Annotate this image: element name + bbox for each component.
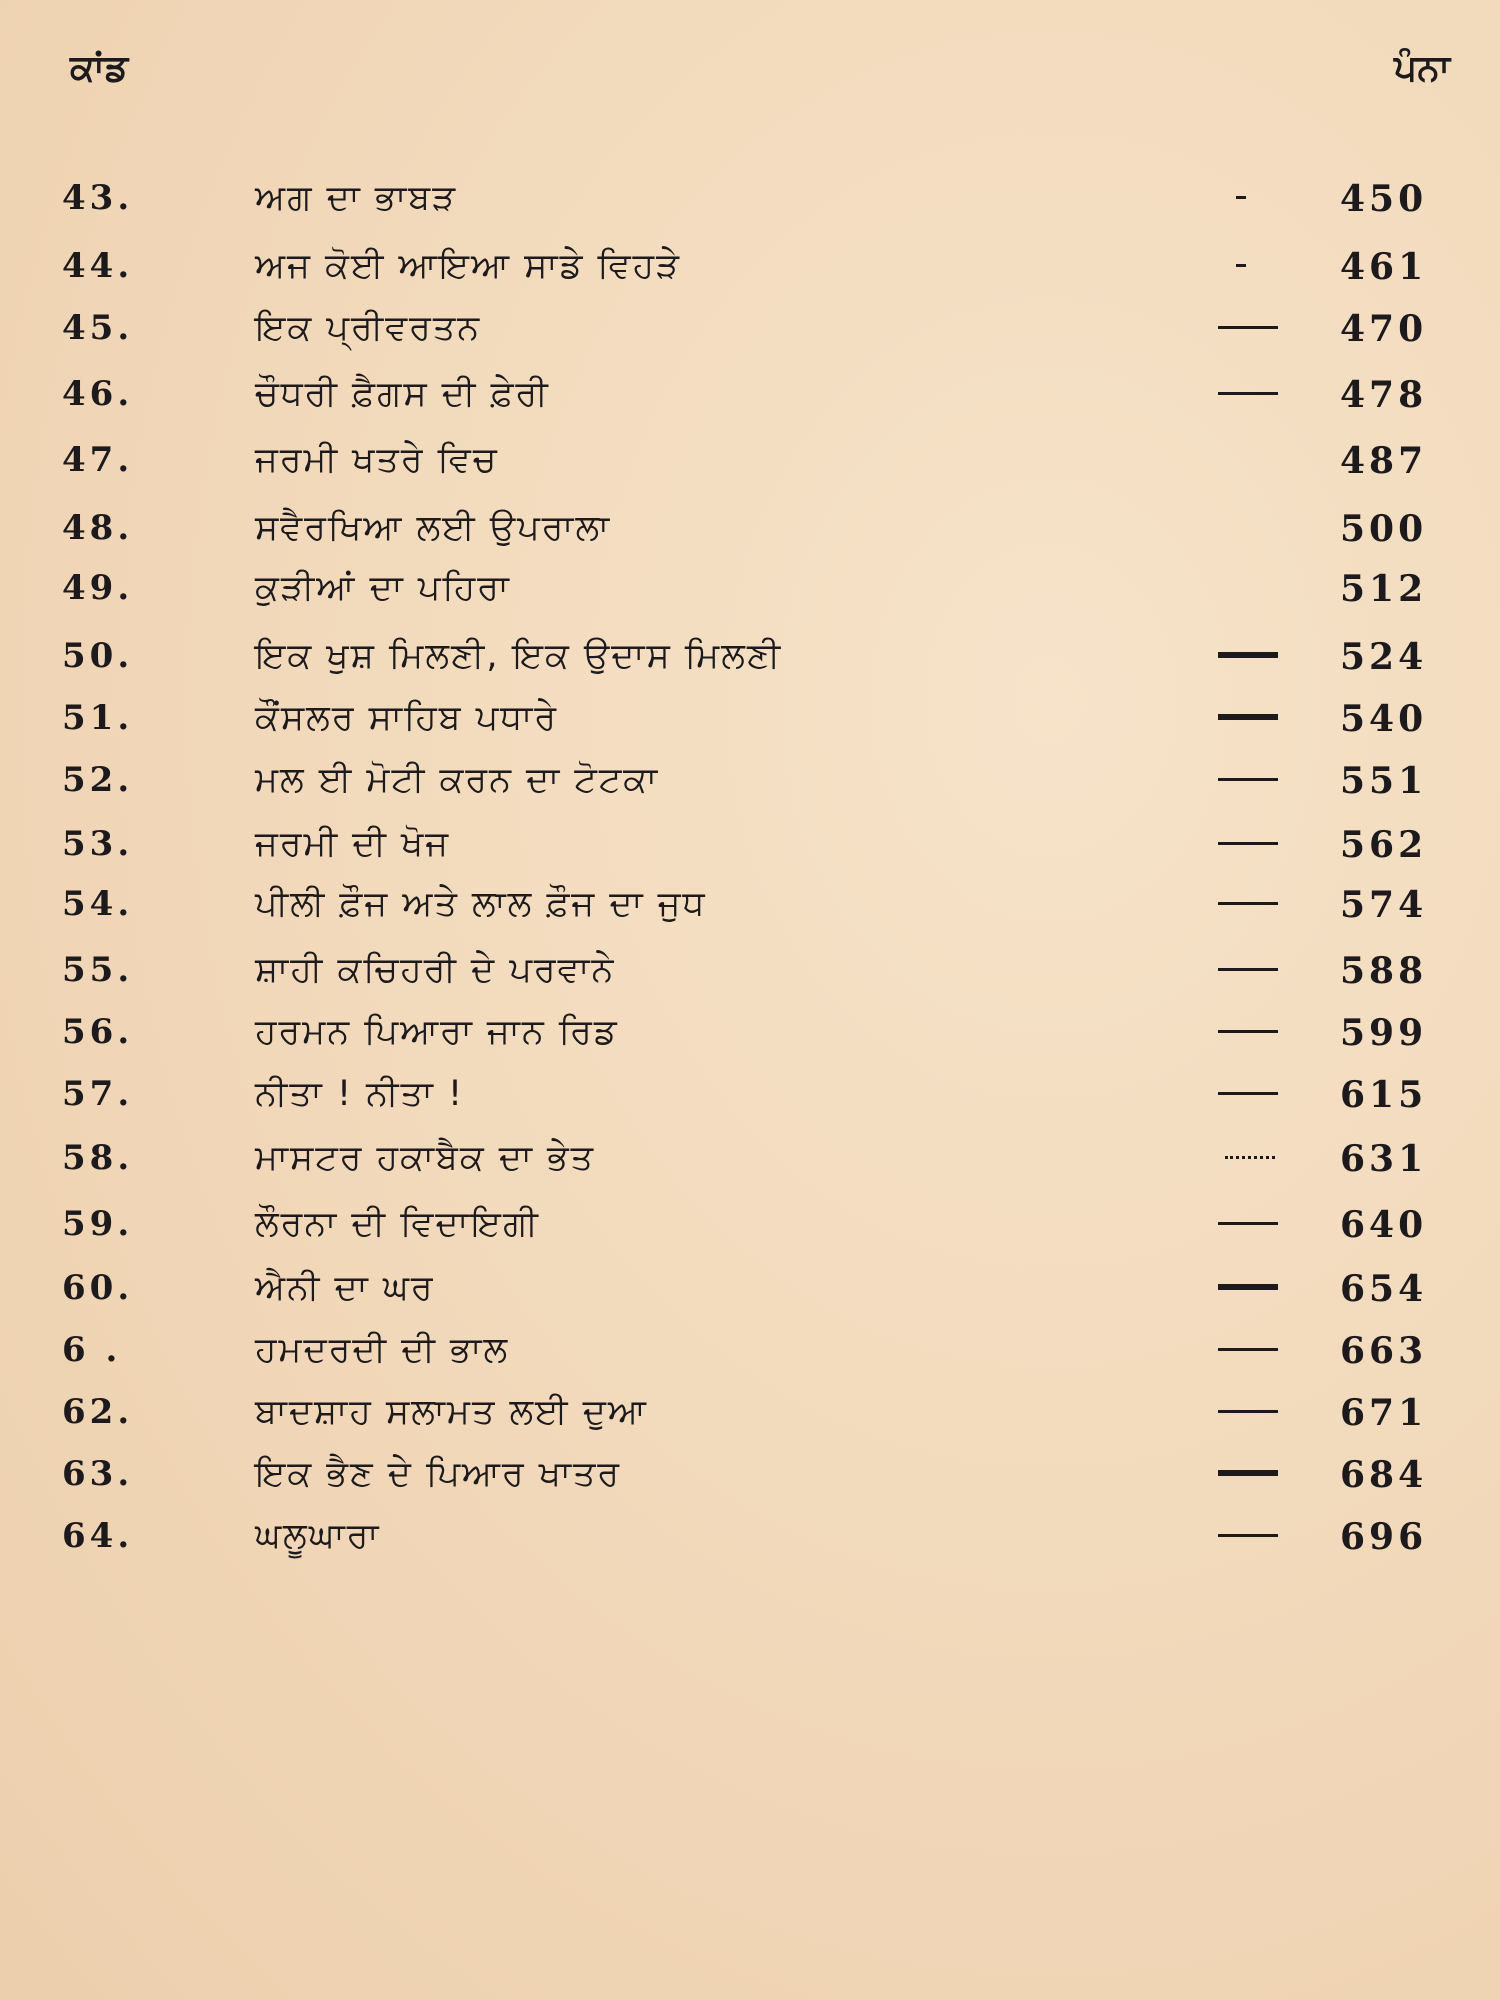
chapter-number: 51.: [62, 698, 134, 738]
leader-dash: [1218, 714, 1278, 720]
chapter-number: 57.: [62, 1074, 134, 1114]
page-number: 551: [1340, 760, 1428, 802]
chapter-title: ਨੀਤਾ ! ਨੀਤਾ !: [255, 1074, 465, 1114]
leader-dash: [1218, 968, 1278, 971]
chapter-number: 62.: [62, 1392, 134, 1432]
page-number: 654: [1340, 1268, 1428, 1310]
chapter-number: 6 .: [62, 1330, 122, 1370]
chapter-number: 43.: [62, 178, 134, 218]
page-number: 524: [1340, 636, 1428, 678]
leader-dash: [1236, 196, 1246, 199]
chapter-number: 64.: [62, 1516, 134, 1556]
toc-entry: [0, 1516, 1500, 1596]
chapter-title: ਐਨੀ ਦਾ ਘਰ: [255, 1268, 435, 1308]
chapter-title: ਬਾਦਸ਼ਾਹ ਸਲਾਮਤ ਲਈ ਦੁਆ: [255, 1392, 649, 1432]
chapter-number: 59.: [62, 1204, 134, 1244]
page-number: 470: [1340, 308, 1428, 350]
page-number: 671: [1340, 1392, 1428, 1434]
page-number: 684: [1340, 1454, 1428, 1496]
chapter-title: ਇਕ ਭੈਣ ਦੇ ਪਿਆਰ ਖਾਤਰ: [255, 1454, 622, 1494]
chapter-number: 60.: [62, 1268, 134, 1308]
leader-dash: [1236, 264, 1246, 267]
leader-dash: [1218, 1222, 1278, 1225]
chapter-number: 50.: [62, 636, 134, 676]
leader-dash: [1218, 1092, 1278, 1095]
leader-dash: [1218, 1348, 1278, 1351]
page-number: 588: [1340, 950, 1428, 992]
page-number: 512: [1340, 568, 1428, 610]
page-number: 562: [1340, 824, 1428, 866]
page-number: 696: [1340, 1516, 1428, 1558]
leader-dash: [1218, 1030, 1278, 1033]
chapter-title: ਅਜ ਕੋਈ ਆਇਆ ਸਾਡੇ ਵਿਹੜੇ: [255, 246, 681, 286]
chapter-title: ਲੌਰਨਾ ਦੀ ਵਿਦਾਇਗੀ: [255, 1204, 540, 1244]
page-number: 461: [1340, 246, 1428, 288]
chapter-number: 54.: [62, 884, 134, 924]
chapter-title: ਕੌਂਸਲਰ ਸਾਹਿਬ ਪਧਾਰੇ: [255, 698, 559, 738]
leader-dash: [1218, 1470, 1278, 1476]
leader-dash: [1218, 902, 1278, 905]
chapter-number: 52.: [62, 760, 134, 800]
leader-dash: [1218, 842, 1278, 845]
chapter-title: ਅਗ ਦਾ ਭਾਬੜ: [255, 178, 458, 218]
page-number: 574: [1340, 884, 1428, 926]
chapter-title: ਇਕ ਖੁਸ਼ ਮਿਲਣੀ, ਇਕ ਉਦਾਸ ਮਿਲਣੀ: [255, 636, 783, 676]
chapter-title: ਕੁੜੀਆਂ ਦਾ ਪਹਿਰਾ: [255, 568, 511, 608]
chapter-title: ਹਮਦਰਦੀ ਦੀ ਭਾਲ: [255, 1330, 510, 1370]
leader-dash: [1218, 1284, 1278, 1290]
leader-dash: [1218, 392, 1278, 395]
page-number: 450: [1340, 178, 1428, 220]
chapter-title: ਸਵੈਰਖਿਆ ਲਈ ਉਪਰਾਲਾ: [255, 508, 612, 548]
chapter-number: 44.: [62, 246, 134, 286]
chapter-title: ਚੌਧਰੀ ਫ਼ੈਗਸ ਦੀ ਫ਼ੇਰੀ: [255, 374, 550, 414]
toc-header: [0, 40, 1500, 100]
chapter-title: ਜਰਮੀ ਖਤਰੇ ਵਿਚ: [255, 440, 499, 480]
chapter-number: 56.: [62, 1012, 134, 1052]
leader-dash: [1218, 326, 1278, 329]
chapter-number: 58.: [62, 1138, 134, 1178]
chapter-title: ਪੀਲੀ ਫ਼ੌਜ ਅਤੇ ਲਾਲ ਫ਼ੌਜ ਦਾ ਜੁਧ: [255, 884, 707, 924]
page-number: 663: [1340, 1330, 1428, 1372]
chapter-title: ਇਕ ਪ੍ਰੀਵਰਤਨ: [255, 308, 482, 348]
page-number: 631: [1340, 1138, 1428, 1180]
chapter-title: ਹਰਮਨ ਪਿਆਰਾ ਜਾਨ ਰਿਡ: [255, 1012, 619, 1052]
leader-dash: [1218, 1410, 1278, 1413]
chapter-number: 48.: [62, 508, 134, 548]
chapter-title: ਘਲੂਘਾਰਾ: [255, 1516, 381, 1556]
chapter-number: 53.: [62, 824, 134, 864]
page-number: 615: [1340, 1074, 1428, 1116]
chapter-column-heading: ਕਾਂਡ: [70, 48, 129, 89]
page-number: 640: [1340, 1204, 1428, 1246]
leader-dash: [1218, 778, 1278, 781]
chapter-number: 49.: [62, 568, 134, 608]
chapter-number: 47.: [62, 440, 134, 480]
leader-dash: [1218, 1534, 1278, 1537]
chapter-number: 45.: [62, 308, 134, 348]
chapter-title: ਮਲ ਈ ਮੋਟੀ ਕਰਨ ਦਾ ਟੋਟਕਾ: [255, 760, 660, 800]
page-number: 487: [1340, 440, 1428, 482]
page-number: 478: [1340, 374, 1428, 416]
page-column-heading: ਪੰਨਾ: [1393, 48, 1450, 89]
page-number: 540: [1340, 698, 1428, 740]
chapter-title: ਜਰਮੀ ਦੀ ਖੋਜ: [255, 824, 451, 864]
chapter-number: 63.: [62, 1454, 134, 1494]
page-number: 599: [1340, 1012, 1428, 1054]
chapter-number: 55.: [62, 950, 134, 990]
chapter-title: ਸ਼ਾਹੀ ਕਚਿਹਰੀ ਦੇ ਪਰਵਾਨੇ: [255, 950, 616, 990]
leader-dash: [1225, 1156, 1275, 1159]
page-number: 500: [1340, 508, 1428, 550]
chapter-number: 46.: [62, 374, 134, 414]
chapter-title: ਮਾਸਟਰ ਹਕਾਬੈਕ ਦਾ ਭੇਤ: [255, 1138, 595, 1178]
leader-dash: [1218, 652, 1278, 658]
